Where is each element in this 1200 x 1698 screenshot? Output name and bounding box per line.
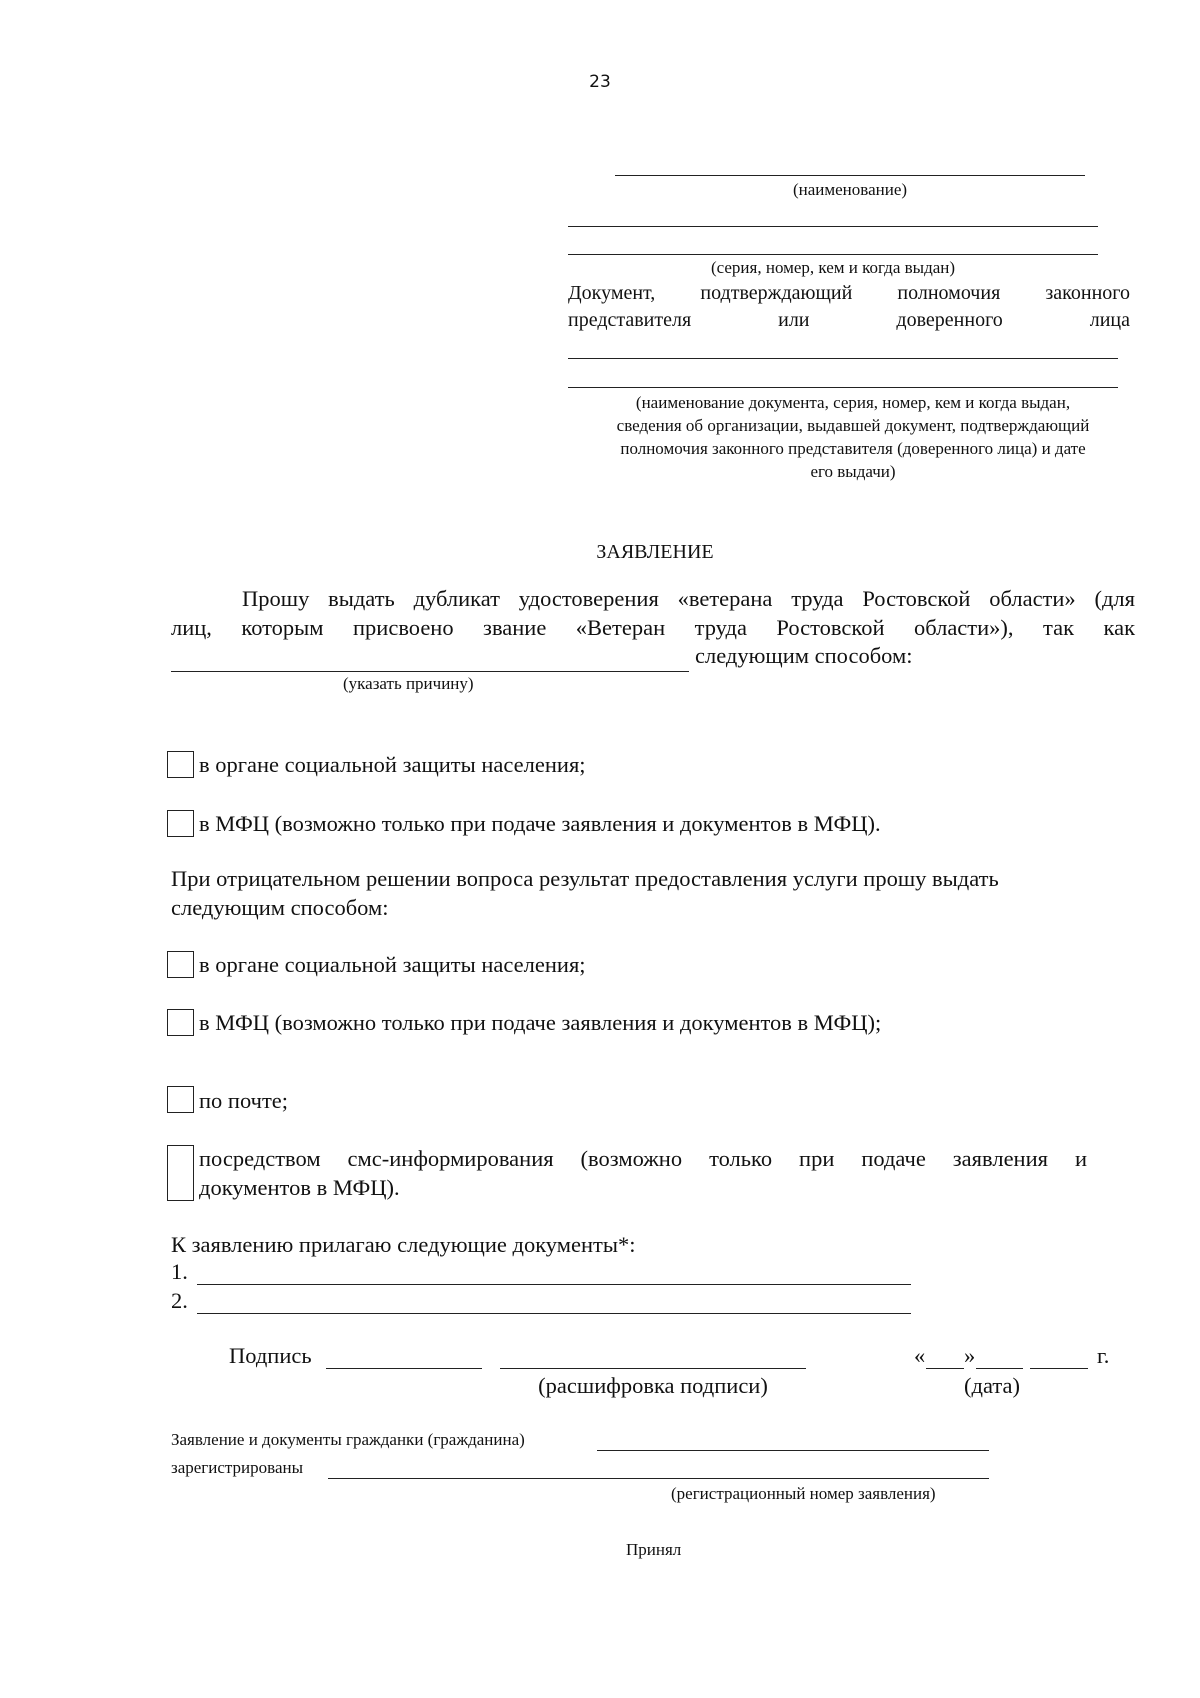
caption-name: (наименование) bbox=[792, 180, 908, 199]
attachments-heading: К заявлению прилагаю следующие документы*: bbox=[171, 1232, 636, 1257]
date-month-line bbox=[976, 1368, 1023, 1369]
date-day-line bbox=[926, 1368, 964, 1369]
attachment-2-line bbox=[197, 1313, 911, 1314]
signature-label: Подпись bbox=[229, 1343, 312, 1368]
checkbox-issue-social[interactable] bbox=[167, 751, 194, 778]
date-year-line bbox=[1030, 1368, 1088, 1369]
date-open-quote: « bbox=[914, 1343, 926, 1368]
doc-line-field-2 bbox=[568, 387, 1118, 388]
option-negative-post: по почте; bbox=[199, 1088, 289, 1113]
doc-line-2 bbox=[568, 309, 1130, 332]
page-number: 23 bbox=[589, 72, 611, 92]
reason-line bbox=[171, 671, 689, 672]
request-line-3-tail: следующим способом: bbox=[695, 643, 913, 668]
option-issue-social: в органе социальной защиты населения; bbox=[199, 752, 586, 777]
doc-word-1: представителя bbox=[568, 309, 692, 331]
checkbox-issue-mfc[interactable] bbox=[167, 810, 194, 837]
registration-citizen-line bbox=[597, 1450, 989, 1451]
series-line-2 bbox=[568, 254, 1098, 255]
option-negative-mfc: в МФЦ (возможно только при подаче заявления и документов в МФЦ); bbox=[199, 1010, 882, 1035]
negative-line-2: следующим способом: bbox=[171, 895, 389, 920]
name-line bbox=[615, 175, 1085, 176]
checkbox-negative-mfc[interactable] bbox=[167, 1009, 194, 1036]
caption-date: (дата) bbox=[964, 1373, 1020, 1398]
option-issue-mfc: в МФЦ (возможно только при подаче заявления и документов в МФЦ). bbox=[199, 811, 881, 836]
caption-series: (серия, номер, кем и когда выдан) bbox=[710, 258, 956, 277]
registration-line-1: Заявление и документы гражданки (гражданина) bbox=[171, 1430, 525, 1449]
signature-decode-line bbox=[500, 1368, 806, 1369]
request-line-1: Прошу выдать дубликат удостоверения «ветерана труда Ростовской области» (для bbox=[242, 586, 1135, 611]
document-title: ЗАЯВЛЕНИЕ bbox=[596, 541, 714, 563]
doc-word-2: или bbox=[778, 309, 810, 331]
registration-line-2: зарегистрированы bbox=[171, 1458, 304, 1477]
request-line-2: лиц, которым присвоено звание «Ветеран труда Ростовской области»), так как bbox=[171, 615, 1135, 640]
caption-doc-1: (наименование документа, серия, номер, кем и когда выдан, bbox=[635, 393, 1071, 412]
registration-number-line bbox=[328, 1478, 989, 1479]
caption-doc-4: его выдачи) bbox=[810, 462, 896, 481]
checkbox-negative-social[interactable] bbox=[167, 951, 194, 978]
attachment-1-num: 1. bbox=[171, 1259, 188, 1284]
signature-line bbox=[326, 1368, 482, 1369]
date-close-quote: » bbox=[964, 1343, 976, 1368]
series-line-1 bbox=[568, 226, 1098, 227]
negative-line-1: При отрицательном решении вопроса результат предоставления услуги прошу выдать bbox=[171, 866, 999, 891]
doc-line-1: Документ, подтверждающий полномочия законного bbox=[568, 282, 1130, 304]
checkbox-negative-post[interactable] bbox=[167, 1086, 194, 1113]
caption-decode: (расшифровка подписи) bbox=[538, 1373, 768, 1398]
caption-registration: (регистрационный номер заявления) bbox=[671, 1484, 936, 1503]
caption-doc-2: сведения об организации, выдавшей документ, подтверждающий bbox=[616, 416, 1090, 435]
attachment-2-num: 2. bbox=[171, 1288, 188, 1313]
doc-line-field-1 bbox=[568, 358, 1118, 359]
caption-doc bbox=[568, 391, 1138, 483]
attachment-1-line bbox=[197, 1284, 911, 1285]
option-negative-sms-1: посредством смс-информирования (возможно только при подаче заявления и bbox=[199, 1146, 1087, 1171]
caption-doc-3: полномочия законного представителя (доверенного лица) и дате bbox=[620, 439, 1086, 458]
accepted-label: Принял bbox=[626, 1540, 682, 1559]
option-negative-social: в органе социальной защиты населения; bbox=[199, 952, 586, 977]
caption-reason: (указать причину) bbox=[343, 674, 474, 693]
option-negative-sms-2: документов в МФЦ). bbox=[199, 1175, 400, 1200]
checkbox-negative-sms[interactable] bbox=[167, 1145, 194, 1201]
doc-word-4: лица bbox=[1089, 309, 1130, 331]
year-suffix: г. bbox=[1097, 1343, 1110, 1368]
doc-word-3: доверенного bbox=[896, 309, 1003, 331]
